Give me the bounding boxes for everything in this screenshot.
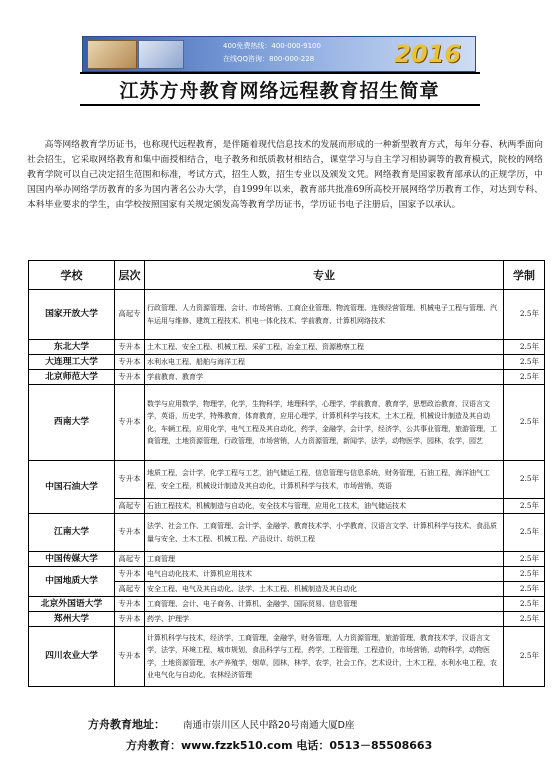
level-cell: 专升本 (115, 385, 145, 461)
duration-cell: 2.5年 (504, 340, 545, 355)
duration-cell: 2.5年 (504, 514, 545, 552)
duration-cell: 2.5年 (504, 582, 545, 597)
table-row (29, 567, 545, 582)
school-cell: 北京师范大学 (29, 370, 115, 385)
level-cell: 专升本 (115, 340, 145, 355)
duration-cell: 2.5年 (504, 567, 545, 582)
level-cell: 专升本 (115, 370, 145, 385)
level-cell: 高起专 (115, 552, 145, 567)
school-cell: 东北大学 (29, 340, 115, 355)
level-cell: 高起专 (115, 290, 145, 340)
header-school: 学校 (29, 261, 115, 290)
level-cell: 专升本 (115, 612, 145, 627)
duration-cell: 2.5年 (504, 552, 545, 567)
major-cell: 工商管理 (145, 552, 504, 567)
school-cell: 中国石油大学 (29, 461, 115, 514)
title-rule-bottom (80, 104, 480, 106)
table-row (29, 370, 545, 385)
major-cell: 学前教育、教育学 (145, 370, 504, 385)
table-row (29, 355, 545, 370)
duration-cell: 2.5年 (504, 355, 545, 370)
school-cell: 中国地质大学 (29, 567, 115, 597)
school-cell: 大连理工大学 (29, 355, 115, 370)
header-banner (82, 36, 476, 72)
banner-qq: 在线QQ咨询：800-000-228 (223, 55, 315, 63)
level-cell: 专升本 (115, 514, 145, 552)
major-cell: 土木工程、安全工程、机械工程、采矿工程、冶金工程、资源勘察工程 (145, 340, 504, 355)
major-cell: 法学、社会工作、工商管理、会计学、金融学、教育技术学、小学教育、汉语言文学、计算机科学与技术、食品质量与安全、土木工程、机械工程、产品设计、纺织工程 (145, 514, 504, 552)
address-text: 南通市崇川区人民中路20号南通大厦D座 (183, 720, 355, 731)
header-major: 专业 (145, 261, 504, 290)
level-cell: 高起专 (115, 499, 145, 514)
table-row (29, 612, 545, 627)
duration-cell: 2.5年 (504, 627, 545, 687)
program-table (28, 260, 545, 687)
major-cell: 计算机科学与技术，经济学，工商管理，金融学，财务管理，人力资源管理，旅游管理，教育技术学，汉语言文学，法学，环境工程，城市规划，食品科学与工程，药学，工程管理，工程造价，市场营销，动物科学，动物医学，土地资源管理，水产养殖学，烟草，园林，林学，农学，社会工作，艺术设计，土木工程，水利水电工程，农业电气化与自动化，农林经济管理 (145, 627, 504, 687)
major-cell: 安全工程、电气及其自动化、法学、土木工程、机械制造及其自动化 (145, 582, 504, 597)
address-label: 方舟教育地址： (88, 718, 165, 731)
school-cell: 国家开放大学 (29, 290, 115, 340)
school-cell: 四川农业大学 (29, 627, 115, 687)
major-cell: 行政管理、人力资源管理、会计、市场营销、工商企业管理、物流管理、连锁经营管理、机械电子工程与管理、汽车运用与维修、建筑工程技术、机电一体化技术、学前教育、计算机网络技术 (145, 290, 504, 340)
major-cell: 地质工程，会计学，化学工程与工艺，油气储运工程，信息管理与信息系统，财务管理，石油工程，海洋油气工程，安全工程，机械设计制造及其自动化，计算机科学与技术，市场营销，英语 (145, 461, 504, 499)
level-cell: 专升本 (115, 567, 145, 582)
table-row (29, 514, 545, 552)
duration-cell: 2.5年 (504, 385, 545, 461)
table-row (29, 552, 545, 567)
school-cell: 郑州大学 (29, 612, 115, 627)
duration-cell: 2.5年 (504, 597, 545, 612)
level-cell: 专升本 (115, 627, 145, 687)
duration-cell: 2.5年 (504, 461, 545, 499)
school-cell: 西南大学 (29, 385, 115, 461)
duration-cell: 2.5年 (504, 290, 545, 340)
school-cell: 江南大学 (29, 514, 115, 552)
level-cell: 专升本 (115, 355, 145, 370)
level-cell: 专升本 (115, 597, 145, 612)
header-duration: 学制 (504, 261, 545, 290)
major-cell: 工商管理、会计、电子商务、计算机、金融学、国际贸易、信息管理 (145, 597, 504, 612)
contact-line: 方舟教育：www.fzzk510.com 电话：0513－85508663 (126, 739, 433, 752)
banner-certificate-image (87, 40, 137, 69)
major-cell: 药学、护理学 (145, 612, 504, 627)
table-row (29, 627, 545, 687)
major-cell: 电气自动化技术、计算机应用技术 (145, 567, 504, 582)
page-title: 江苏方舟教育网络远程教育招生简章 (119, 80, 440, 102)
duration-cell: 2.5年 (504, 499, 545, 514)
level-cell: 高起专 (115, 582, 145, 597)
table-row (29, 385, 545, 461)
title-rule-top (80, 72, 480, 74)
header-level: 层次 (115, 261, 145, 290)
table-row (29, 340, 545, 355)
school-cell: 中国传媒大学 (29, 552, 115, 567)
school-cell: 北京外国语大学 (29, 597, 115, 612)
table-row (29, 290, 545, 340)
address-line (88, 716, 354, 732)
major-cell: 数学与应用数学，物理学，化学，生物科学，地理科学，心理学，学前教育，教育学，思想政治教育，汉语言文学，英语，历史学，特殊教育，体育教育，应用心理学，计算机科学与技术，土木工程，机械设计制造及其自动化，车辆工程，应用化学，电气工程及其自动化，药学，金融学，会计学，经济学，公共事业管理，旅游管理，工商管理，土地资源管理，行政管理，市场营销，人力资源管理，新闻学，法学，动物医学，园林，农学，园艺 (145, 385, 504, 461)
major-cell: 石油工程技术，机械制造与自动化，安全技术与管理，应用化工技术，油气储运技术 (145, 499, 504, 514)
duration-cell: 2.5年 (504, 612, 545, 627)
table-header-row (29, 261, 545, 290)
banner-hotline: 400免费热线：400-000-9100 (223, 42, 321, 50)
duration-cell: 2.5年 (504, 370, 545, 385)
level-cell: 专升本 (115, 461, 145, 499)
intro-paragraph: 高等网络教育学历证书，也称现代远程教育，是伴随着现代信息技术的发展而形成的一种新型教育方式，每年分春、秋两季面向社会招生，它采取网络教育和集中面授相结合，电子教务和纸质教材相结合，课堂学习与自主学习相协调等的教育模式，院校的网络教育学院可以自己决定招生范围和标准，考试方式，招生人数，招生专业以及颁发文凭。网络教育是国家教育部承认的正规学历，中国国内举办网络学历教育的多为国内著名公办大学，自1999年以来，教育部共批准69所高校开展网络学历教育工作，对达到专科、本科毕业要求的学生，由学校按照国家有关规定颁发高等教育学历证书，学历证书电子注册后，国家予以承认。 (27, 140, 543, 210)
banner-year: 2016 (394, 40, 461, 68)
banner-book-image (138, 40, 184, 69)
table-row (29, 597, 545, 612)
table-row (29, 461, 545, 499)
major-cell: 水利水电工程、船舶与海洋工程 (145, 355, 504, 370)
